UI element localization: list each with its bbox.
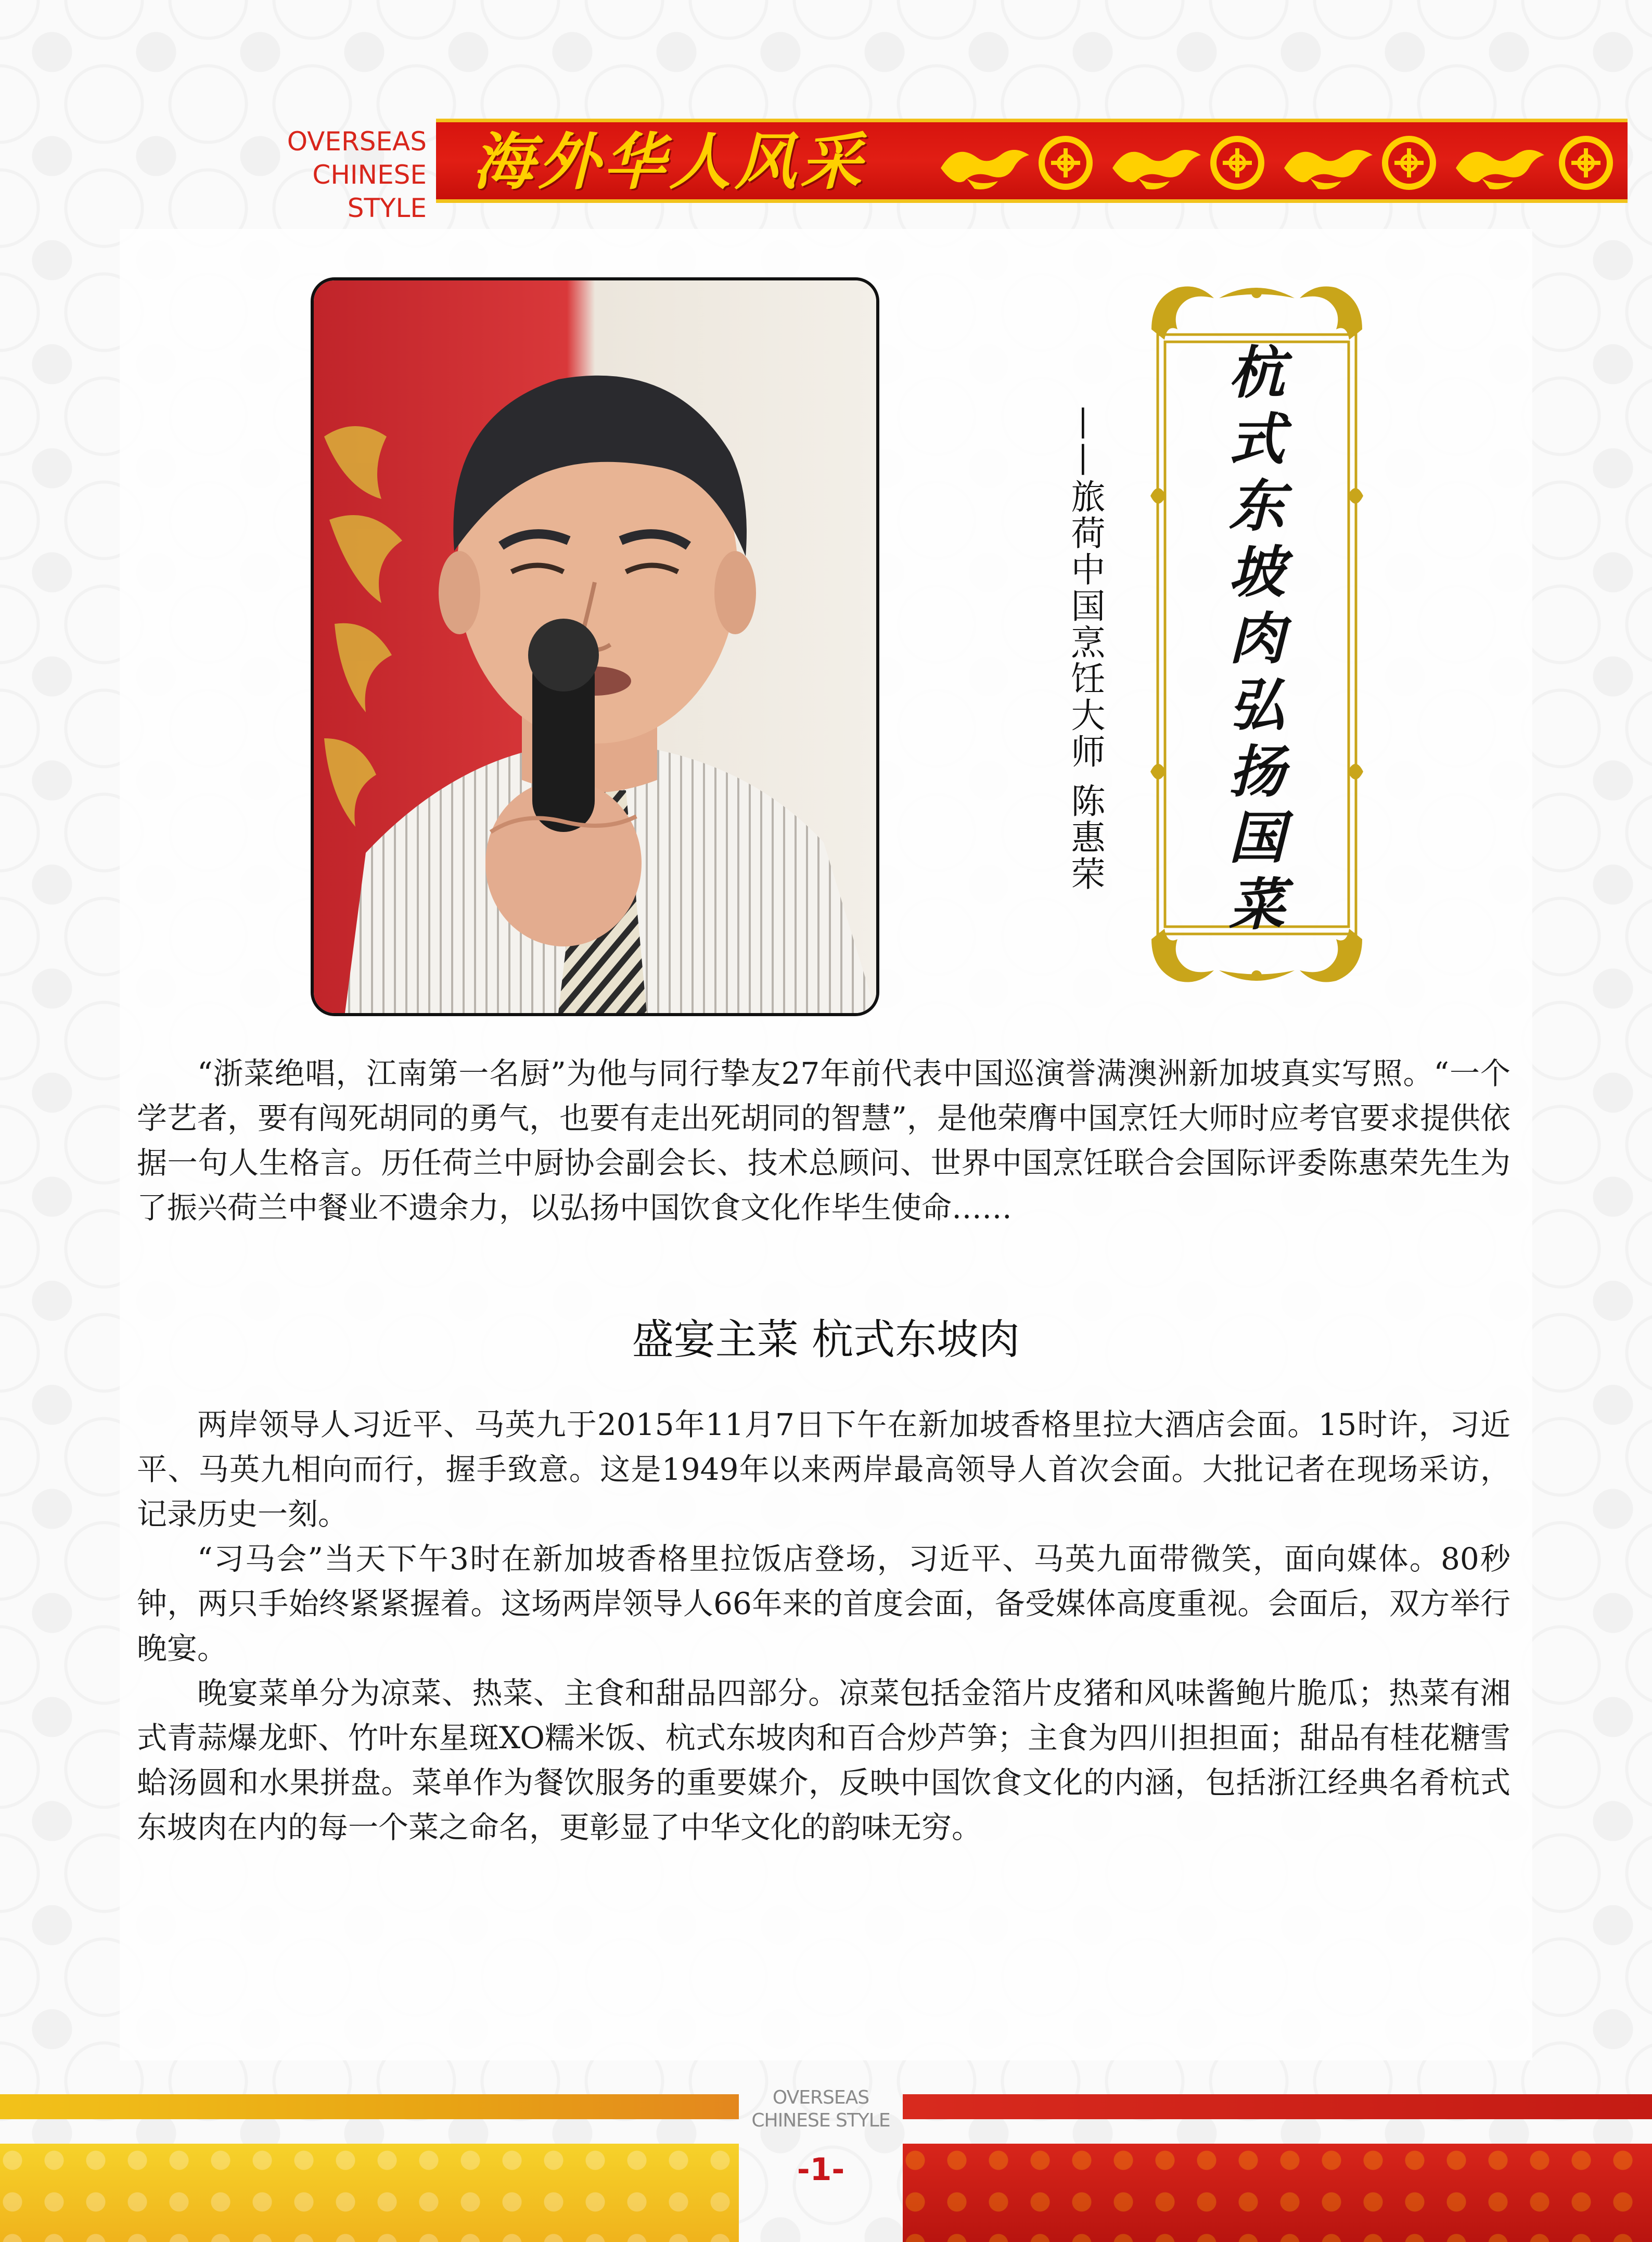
title-char: 肉 bbox=[1228, 606, 1285, 672]
page-number: -1- bbox=[797, 2151, 845, 2188]
title-char: 东 bbox=[1228, 473, 1285, 539]
footer-label-line1: OVERSEAS bbox=[772, 2087, 869, 2108]
title-char: 国 bbox=[1228, 805, 1285, 872]
portrait-photo bbox=[311, 277, 879, 1016]
portrait-image bbox=[314, 280, 876, 1013]
title-char: 扬 bbox=[1228, 739, 1285, 805]
body-paragraph: 两岸领导人习近平、马英九于2015年11月7日下午在新加坡香格里拉大酒店会面。15时许，习近平、马英九相向而行，握手致意。这是1949年以来两岸最高领导人首次会面。大批记者在现场采访，记录历史一刻。 bbox=[137, 1407, 1510, 1532]
article-body bbox=[137, 1402, 1510, 1850]
header-label-line2: CHINESE STYLE bbox=[312, 160, 427, 223]
footer-label bbox=[739, 2086, 903, 2132]
title-char: 菜 bbox=[1228, 872, 1285, 938]
body-paragraph: “习马会”当天下午3时在新加坡香格里拉饭店登场，习近平、马英九面带微笑，面向媒体。80秒钟，两只手始终紧紧握着。这场两岸领导人66年来的首度会面，备受媒体高度重视。会面后，双方举行晚宴。 bbox=[137, 1541, 1510, 1666]
article-title bbox=[1196, 340, 1318, 938]
footer-band-left bbox=[0, 2144, 739, 2242]
banner-title: 海外华人风采 bbox=[472, 125, 866, 198]
header-label bbox=[229, 125, 427, 225]
body-paragraph: 晚宴菜单分为凉菜、热菜、主食和甜品四部分。凉菜包括金箔片皮猪和风味酱鲍片脆瓜；热菜有湘式青蒜爆龙虾、竹叶东星斑XO糯米饭、杭式东坡肉和百合炒芦笋；主食为四川担担面；甜品有桂花糖雪蛤汤圆和水果拼盘。菜单作为餐饮服务的重要媒介，反映中国饮食文化的内涵，包括浙江经典名肴杭式东坡肉在内的每一个菜之命名，更彰显了中华文化的韵味无穷。 bbox=[137, 1675, 1510, 1845]
title-char: 弘 bbox=[1228, 672, 1285, 738]
header-banner bbox=[436, 119, 1628, 203]
footer-label-line2: CHINESE STYLE bbox=[751, 2110, 890, 2131]
footer-bar-left bbox=[0, 2094, 739, 2119]
article-title-frame bbox=[1146, 277, 1367, 991]
dragon-ornament-icon bbox=[936, 132, 1622, 194]
article-subtitle: ——旅荷中国烹饪大师 陈惠荣 bbox=[1065, 406, 1105, 892]
section-heading: 盛宴主菜 杭式东坡肉 bbox=[632, 1315, 1020, 1364]
intro-paragraph: “浙菜绝唱，江南第一名厨”为他与同行挚友27年前代表中国巡演誉满澳洲新加坡真实写照。“一个学艺者，要有闯死胡同的勇气，也要有走出死胡同的智慧”，是他荣膺中国烹饪大师时应考官要求提供依据一句人生格言。历任荷兰中厨协会副会长、技术总顾问、世界中国烹饪联合会国际评委陈惠荣先生为了振兴荷兰中餐业不遗余力，以弘扬中国饮食文化作毕生使命…… bbox=[137, 1056, 1510, 1225]
footer-band-right bbox=[903, 2144, 1652, 2242]
footer-bar-right bbox=[903, 2094, 1652, 2119]
header-label-line1: OVERSEAS bbox=[287, 126, 427, 157]
title-char: 杭 bbox=[1228, 340, 1285, 406]
title-char: 式 bbox=[1228, 406, 1285, 472]
title-char: 坡 bbox=[1228, 540, 1285, 606]
